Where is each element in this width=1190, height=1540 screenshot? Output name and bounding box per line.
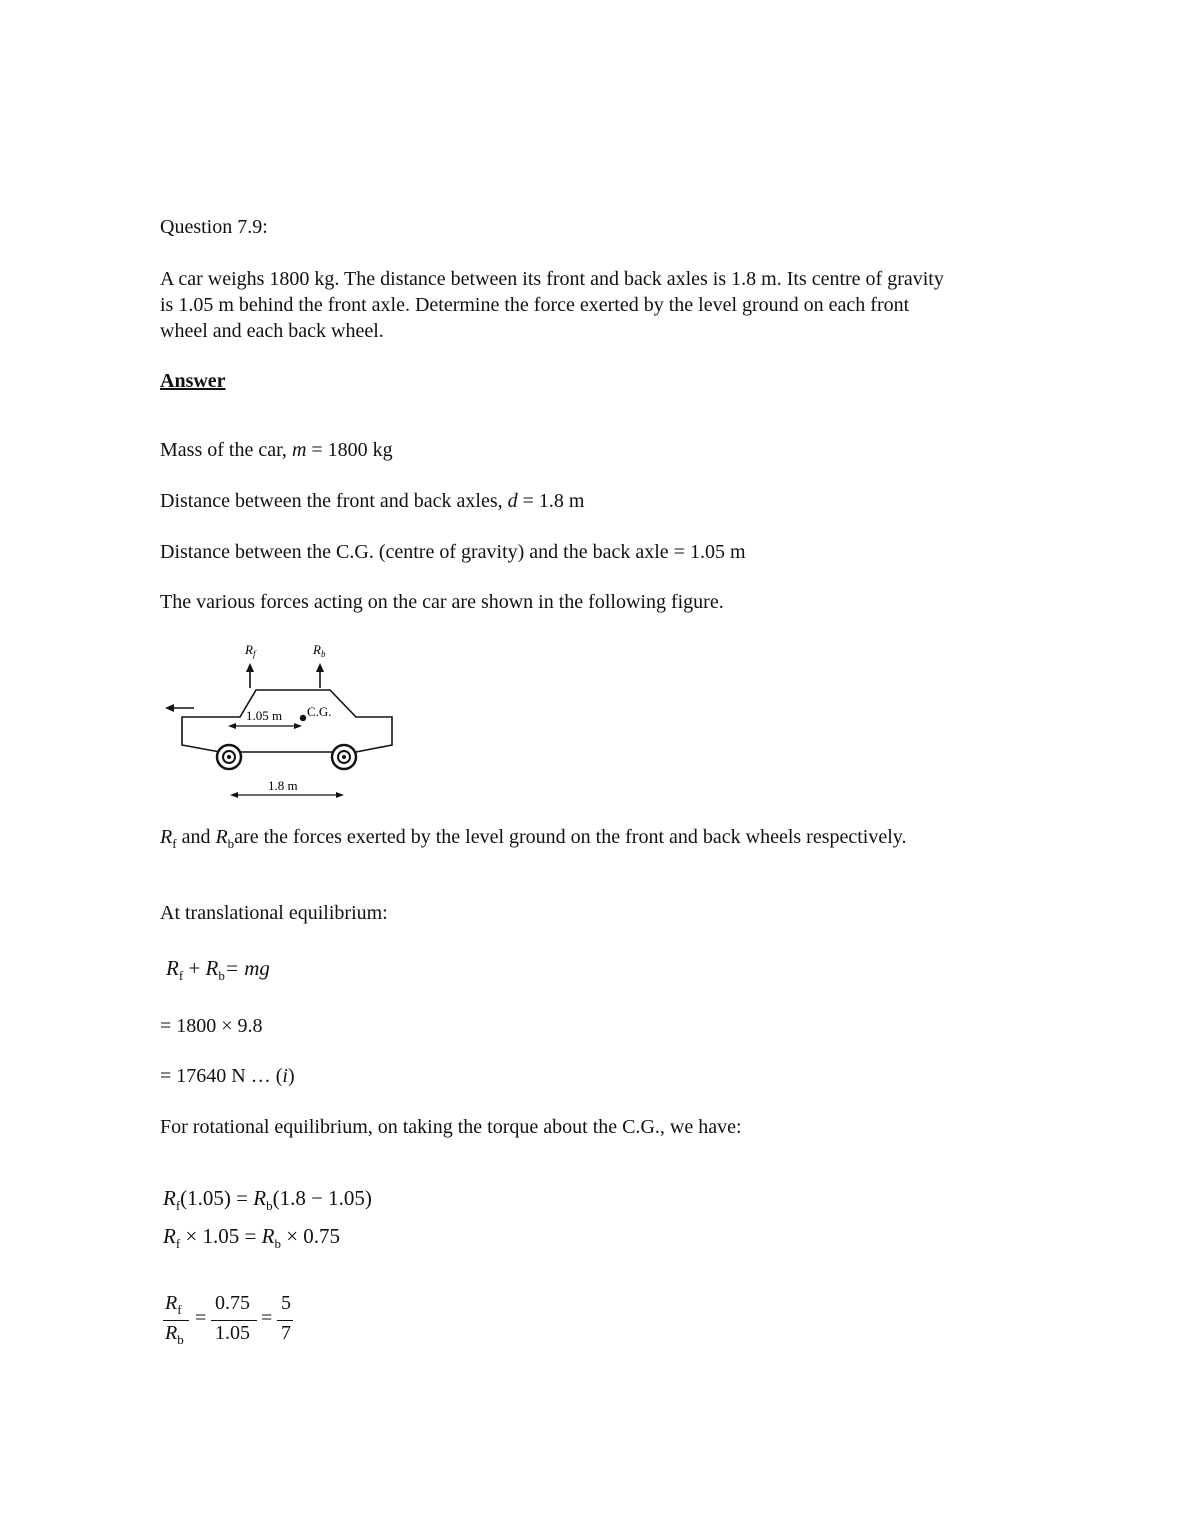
explanation-and: and [176,826,216,848]
cg-distance-arrowhead-left [228,723,236,729]
mass-label: Mass of the car, [160,439,292,461]
rotational-heading: For rotational equilibrium, on taking the torque about the C.G., we have: [160,1116,742,1138]
axle-distance-arrowhead-left [230,792,238,798]
rf-arrowhead [246,663,254,672]
distance-var: d [507,490,518,512]
mass-var: m [291,439,307,461]
ratio-num-rhs: 5 [281,1292,291,1314]
axle-distance-label: 1.8 m [268,778,298,793]
rf-symbol: R [160,826,173,848]
given-mass [160,437,393,463]
rb-arrowhead [316,663,324,672]
back-wheel-center [342,755,346,759]
ratio-bar-mid [211,1320,257,1321]
rotational-eq1 [163,1186,372,1214]
cg-point [300,715,306,721]
ratio-equals-2: = [261,1307,273,1329]
axle-distance-arrowhead-right [336,792,344,798]
ratio-bar-lhs [163,1320,189,1321]
explanation-rest: are the forces exerted by the level ground on the front and back wheels respectively. [234,826,907,848]
ratio-den-lhs: $R_b$ [165,1322,184,1347]
forces-intro-line: The various forces acting on the car are shown in the following figure. [160,591,724,613]
ratio-den-rhs: 7 [281,1322,291,1344]
distance-value: = 1.8 m [517,490,585,512]
answer-heading: Answer [160,370,226,392]
rot-eq1-rb: R [253,1186,267,1210]
eq1-rhs: = mg [224,956,270,980]
question-text: A car weighs 1800 kg. The distance between its front and back axles is 1.8 m. Its centre of gravity is 1.05 m behind the front axle. Determine the force exerted by the level ground on each front wheel and each back wheel. [160,268,944,342]
car-body [182,690,392,752]
car-force-diagram [160,630,410,810]
cg-distance-arrowhead-right [294,723,302,729]
translational-heading: At translational equilibrium: [160,902,388,924]
rot-eq2-rb-sub: b [274,1236,281,1252]
ratio-num-mid: 0.75 [215,1292,250,1314]
ratio-bar-rhs [277,1320,293,1321]
ratio-num-lhs: $R_f$ [165,1292,182,1317]
cg-distance-label: 1.05 m [246,708,283,723]
rot-eq2-end: × 0.75 [280,1224,341,1248]
rb-subscript: b [227,836,235,851]
rot-eq1-rf: R [163,1186,176,1210]
ratio-equals-1: = [195,1307,207,1329]
question-title: Question 7.9: [160,216,268,238]
cg-distance-line: Distance between the C.G. (centre of gravity) and the back axle = 1.05 m [160,541,746,563]
rot-eq1-end: (1.8 − 1.05) [272,1186,372,1210]
front-wheel-center [227,755,231,759]
rot-eq1-rb-sub: b [266,1198,273,1214]
rotational-eq2 [163,1224,340,1252]
eq1-rb-sub: b [218,968,225,984]
eq1-rf-sub: f [178,968,184,984]
rb-symbol: R [215,826,228,848]
eq1-plus: + [183,956,206,980]
eq1-rb: R [205,956,219,980]
rot-eq2-rf: R [163,1224,176,1248]
translational-eq1 [166,956,270,984]
eq1-rf: R [166,956,179,980]
translational-eq2: = 1800 × 9.8 [160,1015,263,1037]
translational-eq3 [160,1063,295,1089]
rf-label: $R_f$ [245,642,256,659]
ratio-den-mid: 1.05 [215,1322,250,1344]
rot-eq1-mid: (1.05) = [180,1186,254,1210]
rb-label: $R_b$ [313,642,326,659]
distance-label: Distance between the front and back axles, [160,490,508,512]
ratio-equation [163,1290,323,1350]
rot-eq2-rb: R [261,1224,275,1248]
cg-label: C.G. [307,704,332,719]
given-distance [160,488,584,514]
eq3-ref: i [282,1065,288,1087]
rf-subscript: f [172,836,177,851]
eq3-value: = 17640 N … ( [160,1065,283,1087]
eq3-close: ) [287,1065,295,1087]
motion-arrowhead [165,704,174,712]
rot-eq2-mid: × 1.05 = [180,1224,262,1248]
rot-eq1-rf-sub: f [175,1198,181,1214]
mass-value: = 1800 kg [306,439,393,461]
rot-eq2-rf-sub: f [175,1236,181,1252]
forces-explanation [160,824,960,857]
